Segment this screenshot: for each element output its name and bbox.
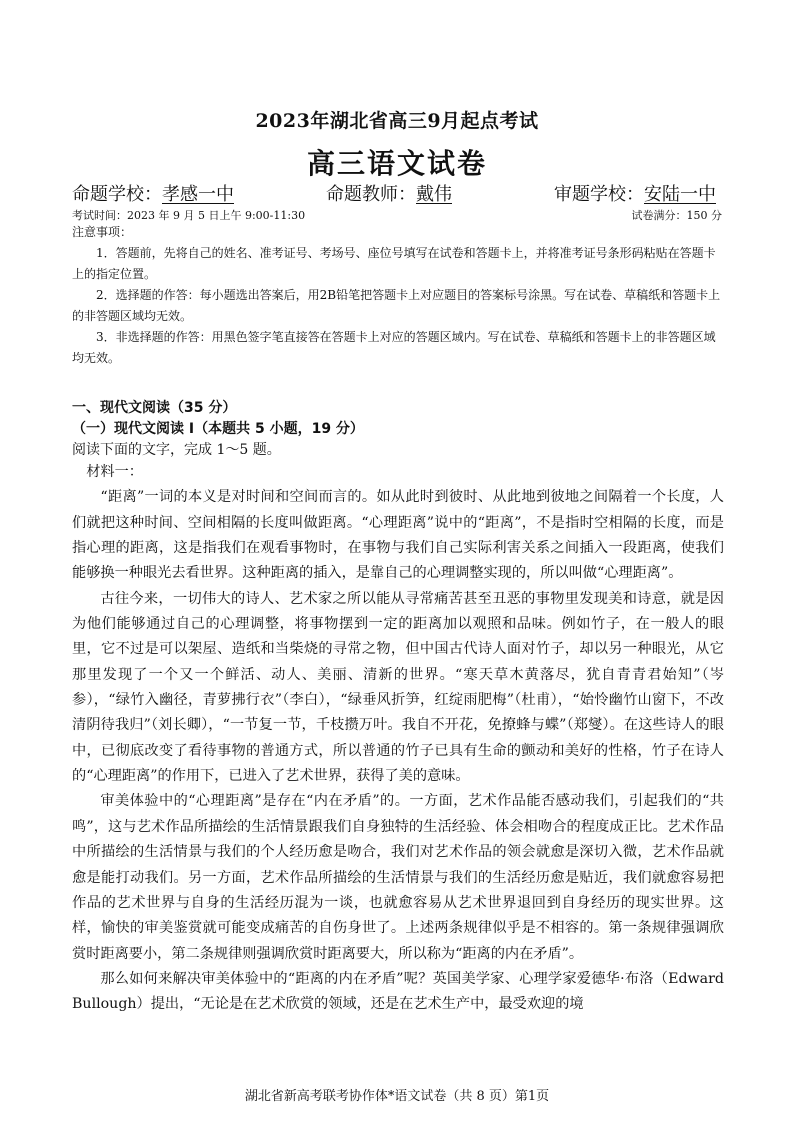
reading-passage (72, 460, 724, 1018)
notes-heading: 注意事项： (72, 225, 133, 239)
reviewer-school-label: 审题学校： (554, 184, 644, 205)
subsection-title: （一）现代文阅读 I（本题共 5 小题，19 分） (72, 421, 364, 437)
notes-block (72, 222, 722, 369)
section-title: 一、现代文阅读（35 分） (72, 400, 237, 416)
exam-time: 考试时间：2023 年 9 月 5 日上午 9:00-11:30 (72, 209, 306, 222)
paper-title: 高三语文试卷 (306, 147, 487, 180)
exam-meta-row (72, 180, 722, 204)
page-footer: 湖北省新高考联考协作体*语文试卷（共 8 页）第1页 (244, 1089, 550, 1104)
exam-title: 2023年湖北省高三9月起点考试 (255, 110, 539, 132)
passage-paragraph: “距离”一词的本义是对时间和空间而言的。如从此时到彼时、从此地到彼地之间隔着一个长度，人们就把这种时间、空间相隔的长度叫做距离。“心理距离”说中的“距离”，不是指时空相隔的长度，而是指心理的距离，这是指我们在观看事物时，在事物与我们自己实际利害关系之间插入一段距离，使我们能够换一种眼光去看世界。这种距离的插入，是靠自己的心理调整实现的，所以叫做“心理距离”。 (72, 489, 724, 582)
passage-paragraph: 审美体验中的“心理距离”是存在“内在矛盾”的。一方面，艺术作品能否感动我们，引起我们的“共鸣”，这与艺术作品所描绘的生活情景跟我们自身独特的生活经验、体会相吻合的程度成正比。艺术作品中所描绘的生活情景与我们的个人经历愈是吻合，我们对艺术作品的领会就愈是深切入微，艺术作品就愈是能打动我们。另一方面，艺术作品所描绘的生活情景与我们的生活经历愈是贴近，我们就愈容易把作品的艺术世界与自身的生活经历混为一谈，也就愈容易从艺术世界退回到自身经历的现实世界。这样，愉快的审美鉴赏就可能变成痛苦的自伤身世了。上述两条规律似乎是不相容的。第一条规律强调欣赏时距离要小，第二条规律则强调欣赏时距离要大，所以称为“距离的内在矛盾”。 (72, 793, 724, 962)
setter-teacher (326, 180, 452, 206)
setter-teacher-value: 戴伟 (416, 184, 452, 205)
reading-instruction: 阅读下面的文字，完成 1～5 题。 (72, 442, 281, 458)
passage-paragraph: 那么如何来解决审美体验中的“距离的内在矛盾”呢？英国美学家、心理学家爱德华·布洛（Edward Bullough）提出，“无论是在艺术欣赏的领域，还是在艺术生产中，最受欢迎的境 (72, 970, 724, 1013)
note-item: 2．选择题的作答：每小题选出答案后，用2B铅笔把答题卡上对应题目的答案标号涂黑。写在试卷、草稿纸和答题卡上的非答题区域均无效。 (72, 288, 721, 323)
reviewer-school (554, 180, 716, 206)
full-score: 试卷满分：150 分 (631, 209, 722, 222)
setter-school-label: 命题学校： (72, 184, 162, 205)
note-item: 1．答题前，先将自己的姓名、准考证号、考场号、座位号填写在试卷和答题卡上，并将准考证号条形码粘贴在答题卡上的指定位置。 (72, 246, 716, 281)
passage-paragraph: 古往今来，一切伟大的诗人、艺术家之所以能从寻常痛苦甚至丑恶的事物里发现美和诗意，就是因为他们能够通过自己的心理调整，将事物摆到一定的距离加以观照和品味。例如竹子，在一般人的眼里，它不过是可以架屋、造纸和当柴烧的寻常之物，但中国古代诗人面对竹子，却以另一种眼光，从它那里发现了一个又一个鲜活、动人、美丽、清新的世界。“寒天草木黄落尽，犹自青青君始知”（岑参），“绿竹入幽径，青萝拂行衣”（李白），“绿垂风折笋，红绽雨肥梅”（杜甫），“始怜幽竹山窗下，不改清阴待我归”（刘长卿），“一节复一节，千枝攒万叶。我自不开花，免撩蜂与蝶”（郑燮）。在这些诗人的眼中，已彻底改变了看待事物的普通方式，所以普通的竹子已具有生命的颤动和美好的性格，竹子在诗人的“心理距离”的作用下，已进入了艺术世界，获得了美的意味。 (72, 590, 724, 785)
setter-school-value: 孝感一中 (162, 184, 234, 205)
note-item: 3．非选择题的作答：用黑色签字笔直接答在答题卡上对应的答题区域内。写在试卷、草稿纸和答题卡上的非答题区域均无效。 (72, 330, 716, 365)
setter-school (72, 180, 234, 206)
reviewer-school-value: 安陆一中 (644, 184, 716, 205)
exam-info-row (72, 207, 722, 223)
setter-teacher-label: 命题教师： (326, 184, 416, 205)
material-label: 材料一： (86, 464, 143, 480)
